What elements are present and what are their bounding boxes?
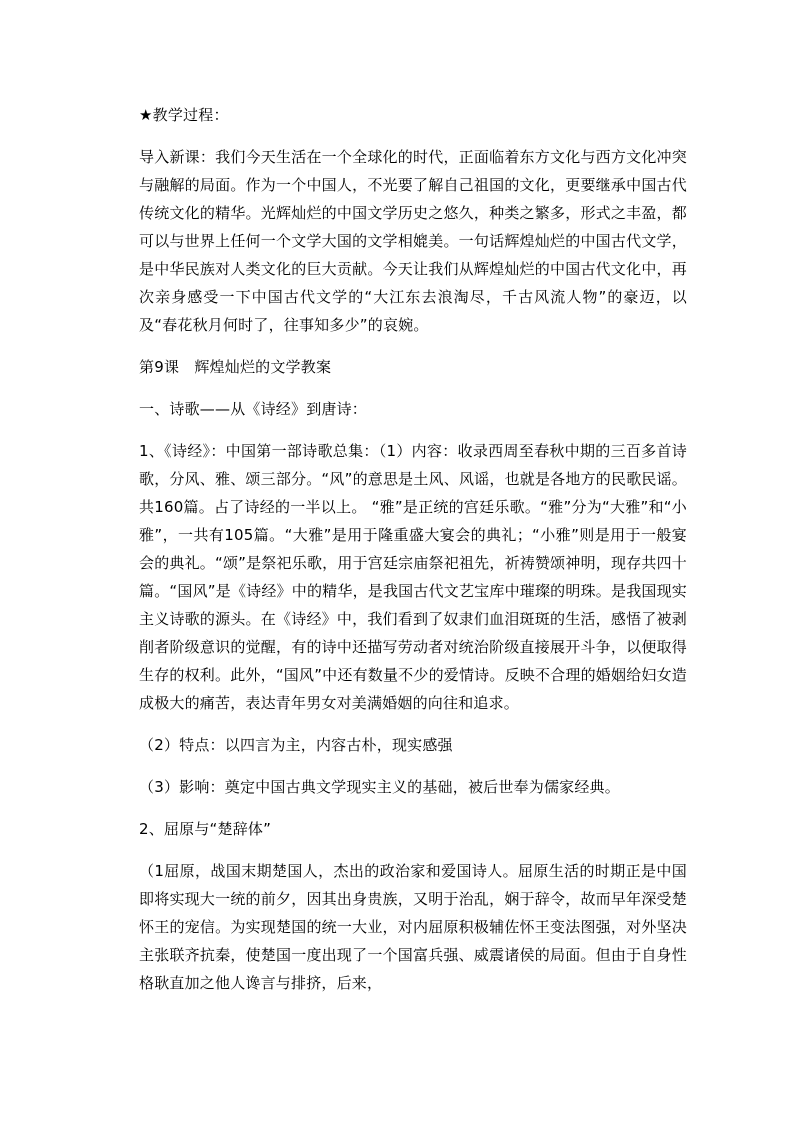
item-one-paragraph: 1、《诗经》：中国第一部诗歌总集：（1）内容：收录西周至春秋中期的三百多首诗歌，分风、雅、颂三部分。“风”的意思是土风、风谣，也就是各地方的民歌民谣。共160篇。占了诗经的一半以上。 “雅”是正统的宫廷乐歌。“雅”分为“大雅”和“小雅”，一共有105篇。“大雅”是用于隆重盛大宴会的典礼；“小雅”则是用于一般宴会的典礼。“颂”是祭祀乐歌，用于宫廷宗庙祭祀祖先，祈祷赞颂神明，现存共四十篇。“国风”是《诗经》中的精华，是我国古代文艺宝库中璀璨的明珠。是我国现实主义诗歌的源头。在《诗经》中，我们看到了奴隶们血泪斑斑的生活，感悟了被剥削者阶级意识的觉醒，有的诗中还描写劳动者对统治阶级直接展开斗争，以便取得生存的权利。此外，“国风”中还有数量不少的爱情诗。反映不合理的婚姻给妇女造成极大的痛苦，表达青年男女对美满婚姻的向往和追求。 [139, 442, 687, 712]
item-one-features: （2）特点：以四言为主，内容古朴，现实感强 [139, 736, 453, 754]
item-two-paragraph: （1屈原，战国末期楚国人，杰出的政治家和爱国诗人。屈原生活的时期正是中国即将实现大一统的前夕，因其出身贵族，又明于治乱，娴于辞令，故而早年深受楚怀王的宠信。为实现楚国的统一大业，对内屈原积极辅佐怀王变法图强，对外坚决主张联齐抗秦，使楚国一度出现了一个国富兵强、威震诸侯的局面。但由于自身性格耿直加之他人谗言与排挤，后来， [139, 862, 687, 992]
item-one-influence: （3）影响：奠定中国古典文学现实主义的基础，被后世奉为儒家经典。 [139, 778, 620, 796]
lesson-title: 第9课 辉煌灿烂的文学教案 [139, 358, 332, 376]
section-one-heading: 一、诗歌——从《诗经》到唐诗： [139, 400, 368, 418]
teaching-process-heading: ★教学过程： [139, 106, 229, 124]
intro-paragraph: 导入新课：我们今天生活在一个全球化的时代，正面临着东方文化与西方文化冲突与融解的局面。作为一个中国人，不光要了解自己祖国的文化，更要继承中国古代传统文化的精华。光辉灿烂的中国文学历史之悠久，种类之繁多，形式之丰盈，都可以与世界上任何一个文学大国的文学相媲美。一句话辉煌灿烂的中国古代文学，是中华民族对人类文化的巨大贡献。今天让我们从辉煌灿烂的中国古代文化中，再次亲身感受一下中国古代文学的“大江东去浪淘尽，千古风流人物”的豪迈，以及“春花秋月何时了，往事知多少”的哀婉。 [139, 148, 687, 334]
document-body [139, 101, 687, 997]
item-two-heading: 2、屈原与“楚辞体” [139, 820, 272, 838]
